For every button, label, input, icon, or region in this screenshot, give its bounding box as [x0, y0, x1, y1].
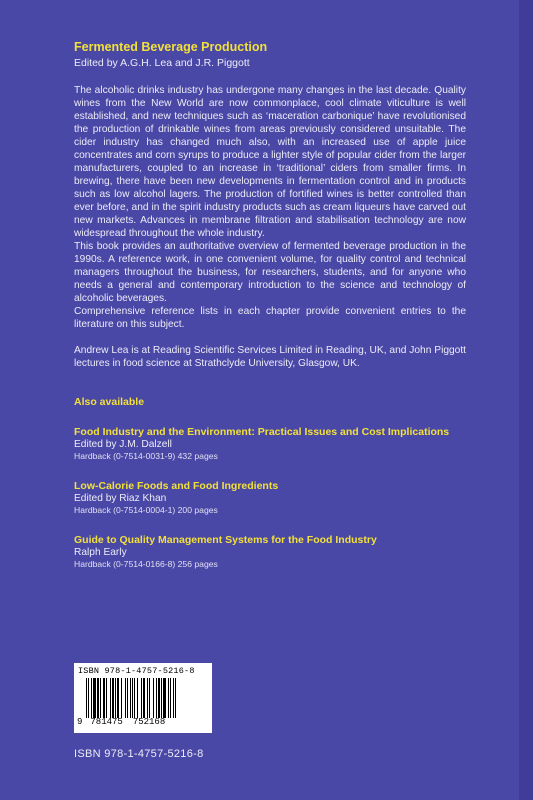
also-available-heading: Also available — [74, 396, 145, 408]
related-book — [74, 480, 466, 516]
book-title: Fermented Beverage Production — [74, 40, 268, 54]
related-book — [74, 534, 466, 570]
cover-content — [74, 40, 466, 570]
related-book-author: Edited by Riaz Khan — [74, 493, 167, 504]
barcode-digit-group: 781475 — [90, 717, 123, 727]
related-book-meta: Hardback (0-7514-0004-1) 200 pages — [74, 505, 218, 515]
author-bio: Andrew Lea is at Reading Scientific Services Limited in Reading, UK, and John Piggott lectures in food science at Strathclyde University, Glasgow, UK. — [74, 345, 466, 369]
description — [74, 84, 466, 370]
book-editors: Edited by A.G.H. Lea and J.R. Piggott — [74, 57, 250, 69]
related-book — [74, 426, 466, 462]
related-book-meta: Hardback (0-7514-0031-9) 432 pages — [74, 451, 218, 461]
related-book-title: Food Industry and the Environment: Practical Issues and Cost Implications — [74, 426, 450, 438]
barcode-digit-group: 752168 — [132, 717, 166, 727]
related-book-title: Low-Calorie Foods and Food Ingredients — [74, 480, 279, 492]
related-book-title: Guide to Quality Management Systems for the Food Industry — [74, 534, 377, 546]
related-book-author: Ralph Early — [74, 547, 127, 558]
description-paragraph: Comprehensive reference lists in each chapter provide convenient entries to the literature on this subject. — [74, 306, 466, 330]
barcode-isbn-label: ISBN 978-1-4757-5216-8 — [78, 666, 195, 676]
related-book-meta: Hardback (0-7514-0166-8) 256 pages — [74, 559, 218, 569]
spine-edge — [519, 0, 533, 800]
isbn-number: ISBN 978-1-4757-5216-8 — [74, 748, 204, 760]
related-book-author: Edited by J.M. Dalzell — [74, 439, 172, 450]
barcode-digit-group: 9 — [77, 717, 83, 727]
description-paragraph: This book provides an authoritative overview of fermented beverage production in the 1990s. A reference work, in one convenient volume, for quality control and technical managers throughout the business, for researchers, students, and for anyone who needs a general and contemporary introduction to the science and technology of alcoholic beverages. — [74, 241, 466, 304]
description-paragraph: The alcoholic drinks industry has undergone many changes in the last decade. Quality wines from the New World are now commonplace, cool climate viticulture is well established, and new techniques such as ‘maceration carbonique’ have revolutionised the production of drinkable wines from areas previously considered unsuitable. The cider industry has changed much also, with an increased use of apple juice concentrates and corn syrups to produce a lighter style of popular cider from the larger manufacturers, coupled to an increase in ‘traditional’ ciders from smaller firms. In brewing, there have been new developments in fermentation control and in products such as low alcohol lagers. The production of fortified wines is better controlled than ever before, and in the spirit industry products such as cream liqueurs have carved out new markets. Advances in membrane filtration and stabilisation technology are now widespread throughout the whole industry. — [74, 85, 466, 239]
barcode-digits — [75, 717, 213, 727]
barcode — [74, 663, 212, 733]
barcode-bars — [86, 678, 202, 718]
